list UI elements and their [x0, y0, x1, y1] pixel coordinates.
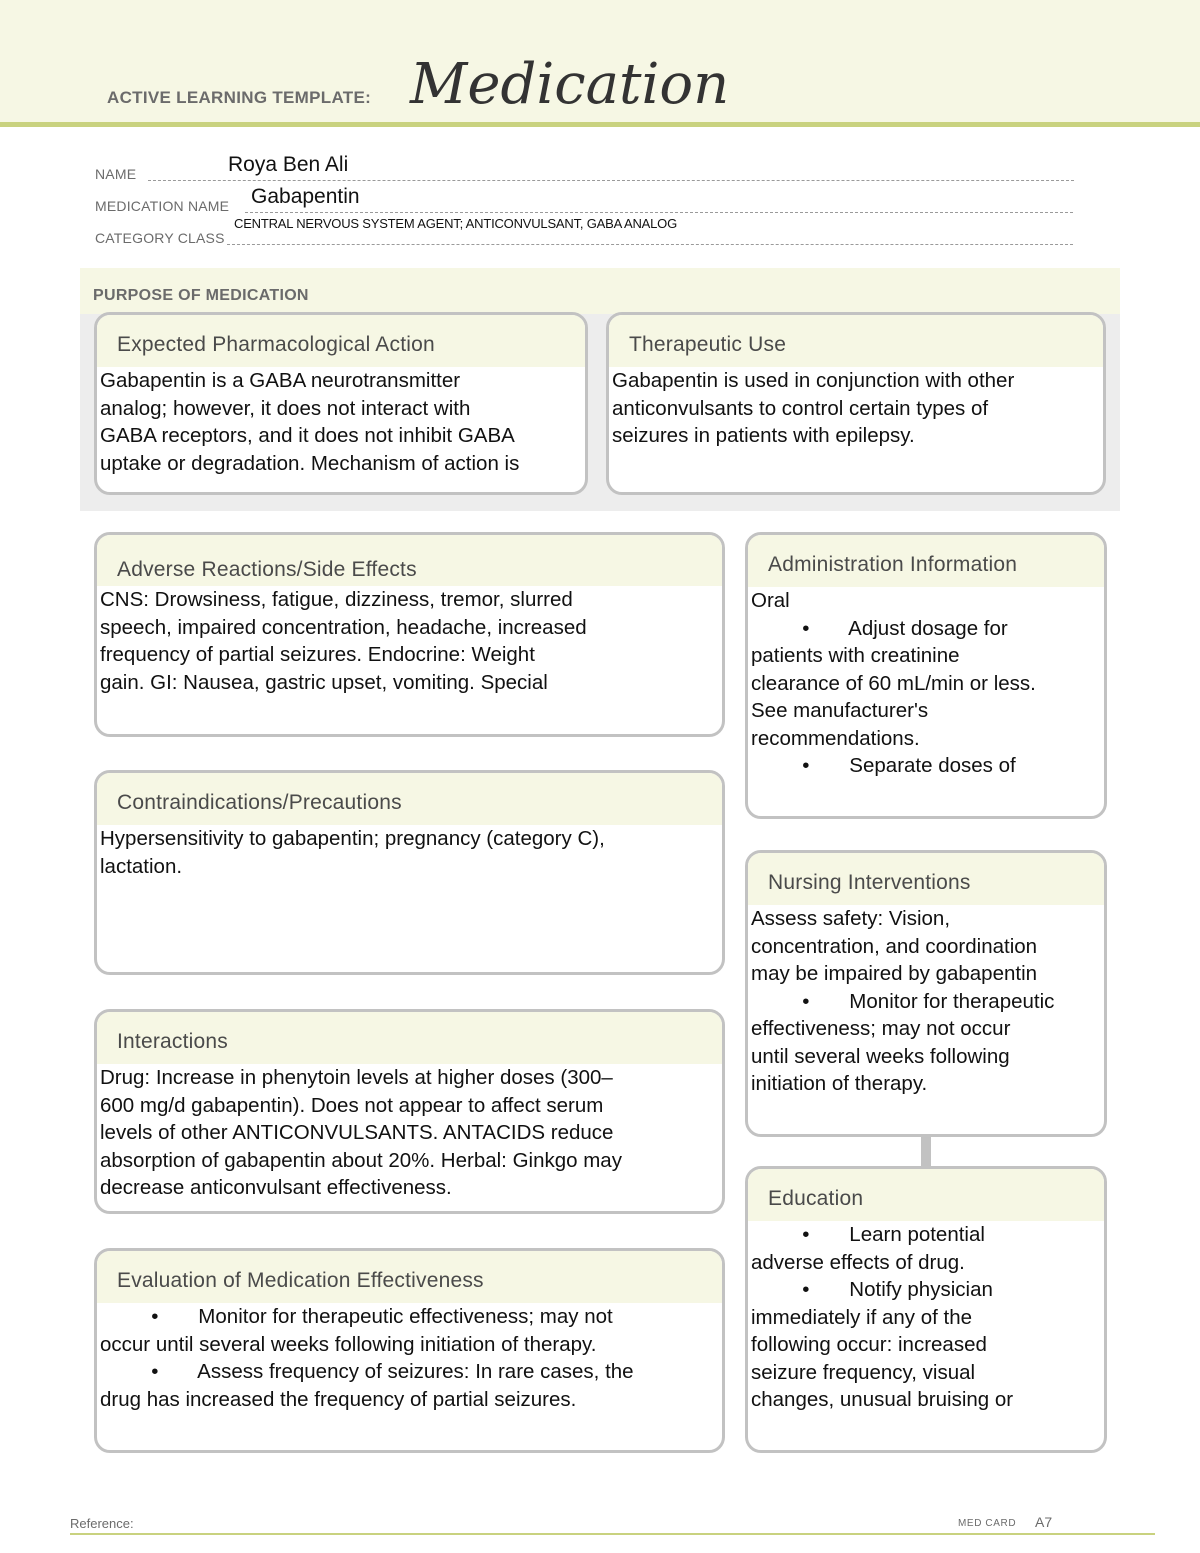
- adverse-reactions-card: [94, 532, 725, 737]
- therapeutic-use-text[interactable]: Gabapentin is used in conjunction with other anticonvulsants to control certain types of seizures in patients with epilepsy.: [612, 369, 1015, 447]
- administration-title: Administration Information: [748, 535, 1104, 587]
- interactions-card: [94, 1009, 725, 1214]
- evaluation-card: [94, 1248, 725, 1453]
- name-line: [148, 180, 1074, 181]
- nursing-interventions-card: [745, 850, 1107, 1137]
- therapeutic-use-title: Therapeutic Use: [609, 315, 1103, 367]
- therapeutic-use-card: [606, 312, 1106, 495]
- adverse-reactions-title: Adverse Reactions/Side Effects: [97, 535, 722, 586]
- evaluation-title: Evaluation of Medication Effectiveness: [97, 1251, 722, 1303]
- expected-action-text[interactable]: Gabapentin is a GABA neurotransmitter analog; however, it does not interact with GABA receptors, and it does not inhibit GABA uptake or degradation. Mechanism of action is: [100, 369, 520, 475]
- footer-rule: [70, 1533, 1155, 1535]
- category-class-line: [227, 244, 1073, 245]
- education-title: Education: [748, 1169, 1104, 1221]
- nursing-interventions-text[interactable]: Assess safety: Vision, concentration, and coordination may be impaired by gabapentin • Monitor for therapeutic effectiveness; may not occur until several weeks following initiation of therapy.: [751, 907, 1055, 1095]
- contraindications-text[interactable]: Hypersensitivity to gabapentin; pregnancy (category C), lactation.: [100, 827, 605, 878]
- med-card-label: MED CARD: [958, 1518, 1017, 1529]
- name-label: NAME: [95, 166, 137, 182]
- page-title: Medication: [410, 52, 730, 117]
- medication-name-label: MEDICATION NAME: [95, 198, 230, 214]
- template-label: ACTIVE LEARNING TEMPLATE:: [107, 88, 372, 107]
- adverse-reactions-text[interactable]: CNS: Drowsiness, fatigue, dizziness, tremor, slurred speech, impaired concentration, headache, increased frequency of partial seizures. Endocrine: Weight gain. GI: Nausea, gastric upset, vomiting. Special: [100, 588, 587, 694]
- medication-name-line: [245, 212, 1073, 213]
- header-rule: [0, 122, 1200, 127]
- medication-name-field[interactable]: Gabapentin: [251, 185, 360, 208]
- category-class-label: CATEGORY CLASS: [95, 230, 225, 246]
- expected-action-card: [94, 312, 588, 495]
- nursing-interventions-title: Nursing Interventions: [748, 853, 1104, 905]
- administration-text[interactable]: Oral • Adjust dosage for patients with creatinine clearance of 60 mL/min or less. See manufacturer's recommendations. • Separate doses of: [751, 589, 1036, 777]
- purpose-title: PURPOSE OF MEDICATION: [93, 287, 309, 304]
- card-connector: [921, 1136, 931, 1166]
- med-card-code: A7: [1035, 1514, 1053, 1530]
- expected-action-title: Expected Pharmacological Action: [97, 315, 585, 367]
- education-card: [745, 1166, 1107, 1453]
- contraindications-card: [94, 770, 725, 975]
- category-class-field[interactable]: CENTRAL NERVOUS SYSTEM AGENT; ANTICONVULSANT, GABA ANALOG: [234, 216, 677, 231]
- name-field[interactable]: Roya Ben Ali: [228, 153, 349, 176]
- evaluation-text[interactable]: • Monitor for therapeutic effectiveness; may not occur until several weeks following initiation of therapy. • Assess frequency of seizures: In rare cases, the drug has increased the frequency of partial seizures.: [100, 1305, 634, 1411]
- education-text[interactable]: • Learn potential adverse effects of drug. • Notify physician immediately if any of the following occur: increased seizure frequency, visual changes, unusual bruising or: [751, 1223, 1014, 1411]
- contraindications-title: Contraindications/Precautions: [97, 773, 722, 825]
- administration-card: [745, 532, 1107, 819]
- interactions-title: Interactions: [97, 1012, 722, 1064]
- reference-label: Reference:: [70, 1516, 134, 1531]
- interactions-text[interactable]: Drug: Increase in phenytoin levels at higher doses (300– 600 mg/d gabapentin). Does not appear to affect serum levels of other ANTICONVULSANTS. ANTACIDS reduce absorption of gabapentin about 20%. Herbal: Ginkgo may decrease anticonvulsant effectiveness.: [100, 1066, 622, 1199]
